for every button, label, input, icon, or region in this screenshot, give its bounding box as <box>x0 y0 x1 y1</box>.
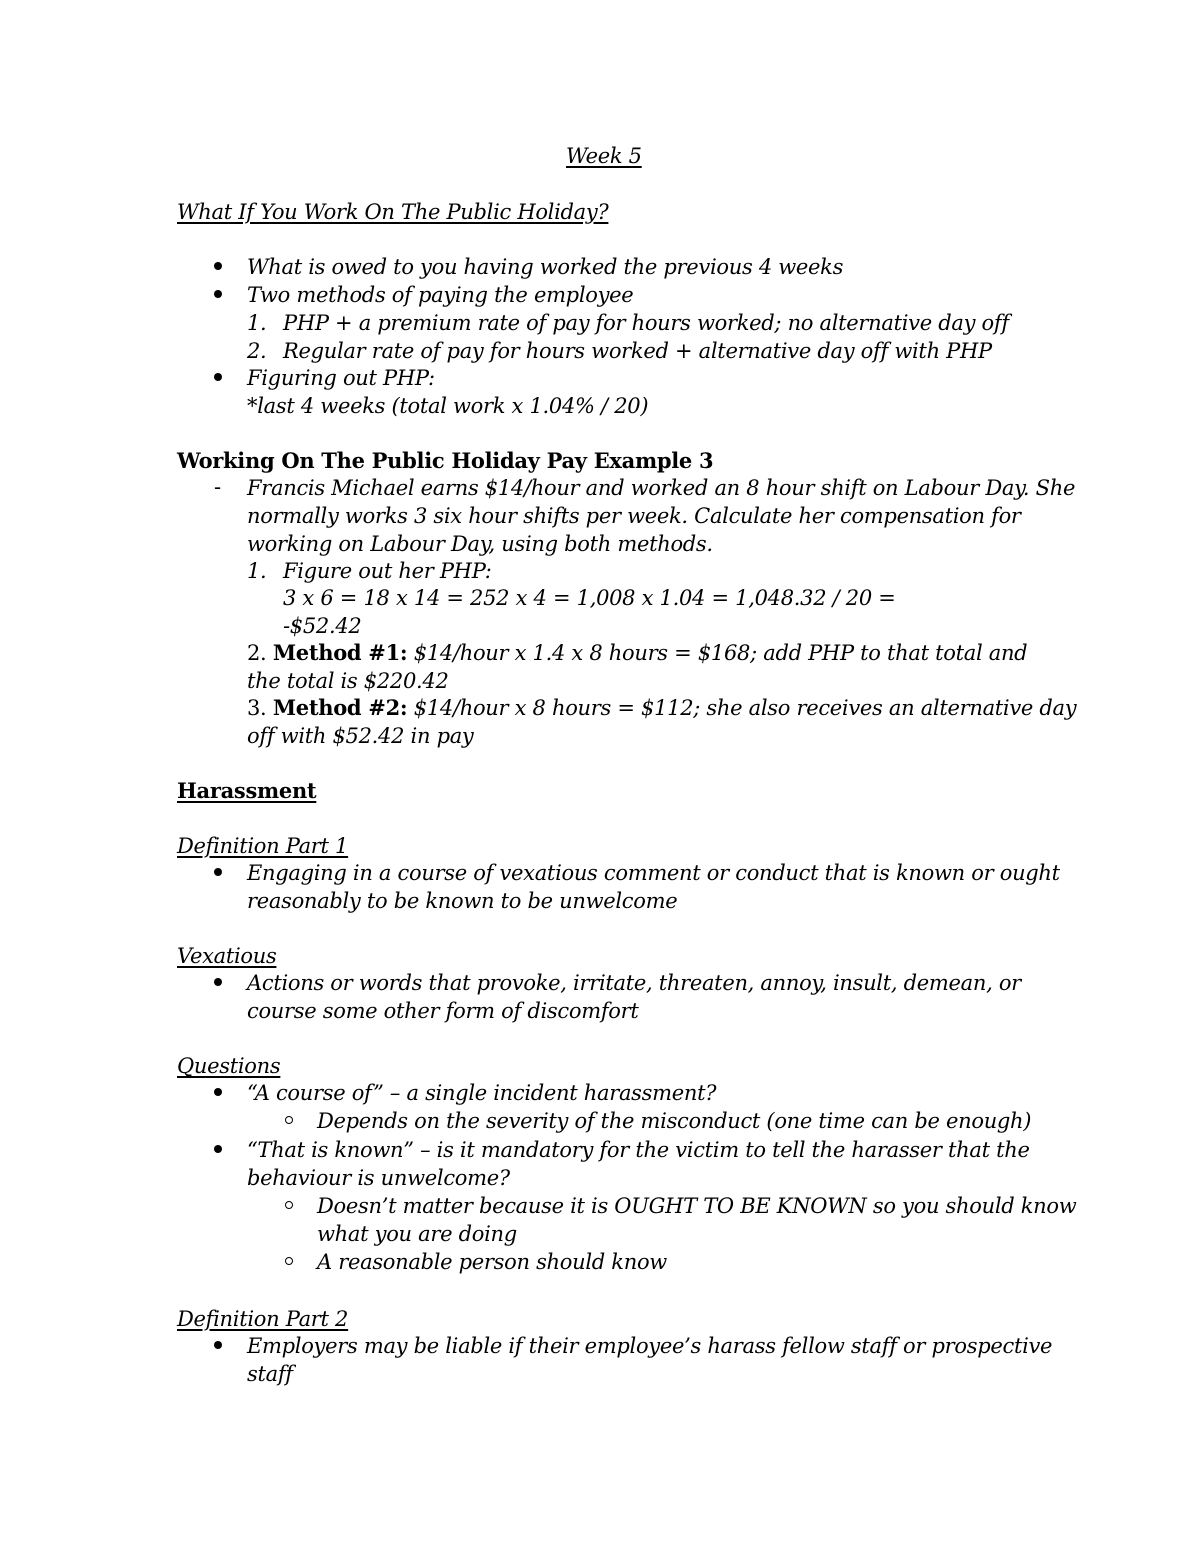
list-item: What is owed to you having worked the previous 4 weeks <box>247 255 844 279</box>
sub-list-item: Depends on the severity of the misconduct (one time can be enough) <box>317 1109 1032 1133</box>
page-title: Week 5 <box>566 144 642 168</box>
list-item-continuation: reasonably to be known to be unwelcome <box>247 889 678 913</box>
bullet-icon <box>214 373 222 381</box>
section-heading-public-holiday: What If You Work On The Public Holiday? <box>177 200 609 224</box>
method-label: Method #1: <box>272 640 408 665</box>
section-heading-harassment: Harassment <box>177 778 317 803</box>
list-number: 2. <box>247 339 267 363</box>
circle-bullet-icon <box>285 1201 293 1209</box>
calculation-line: -$52.42 <box>283 614 362 638</box>
circle-bullet-icon <box>285 1116 293 1124</box>
list-item: Actions or words that provoke, irritate, threaten, annoy, insult, demean, or <box>247 971 1021 995</box>
bullet-icon <box>214 262 222 270</box>
list-item-continuation: course some other form of discomfort <box>247 999 639 1023</box>
list-item: Figuring out PHP: <box>247 366 435 390</box>
list-item: Figure out her PHP: <box>283 559 492 583</box>
method-text: the total is $220.42 <box>247 669 449 693</box>
list-number: 3. <box>247 696 267 720</box>
subheading: Definition Part 2 <box>177 1307 349 1331</box>
list-number: 1. <box>247 311 267 335</box>
list-item: Regular rate of pay for hours worked + alternative day off with PHP <box>283 339 992 363</box>
bullet-icon <box>214 1341 222 1349</box>
list-item-continuation: staff <box>247 1362 293 1386</box>
bullet-icon <box>214 1145 222 1153</box>
bullet-icon <box>214 978 222 986</box>
bullet-icon <box>214 290 222 298</box>
list-item-continuation: *last 4 weeks (total work x 1.04% / 20) <box>247 394 649 418</box>
sub-list-item: A reasonable person should know <box>317 1250 667 1274</box>
list-number: 1. <box>247 559 267 583</box>
list-item: PHP + a premium rate of pay for hours worked; no alternative day off <box>283 311 1009 335</box>
bullet-icon <box>214 1088 222 1096</box>
dash-marker: - <box>214 475 221 499</box>
method-label: Method #2: <box>272 695 408 720</box>
list-item: Two methods of paying the employee <box>247 283 634 307</box>
method-text: off with $52.42 in pay <box>247 724 474 748</box>
list-item: “A course of” – a single incident harassment? <box>247 1081 717 1105</box>
sub-list-item-continuation: what you are doing <box>317 1222 517 1246</box>
subheading: Questions <box>177 1054 281 1078</box>
list-number: 2. <box>247 641 267 665</box>
list-item-continuation: behaviour is unwelcome? <box>247 1166 510 1190</box>
method-text: $14/hour x 8 hours = $112; she also receives an alternative day <box>413 696 1077 720</box>
section-heading-pay-example: Working On The Public Holiday Pay Example 3 <box>177 448 714 473</box>
paragraph-line: working on Labour Day, using both methods. <box>247 532 713 556</box>
method-text: $14/hour x 1.4 x 8 hours = $168; add PHP to that total and <box>413 641 1028 665</box>
paragraph-line: Francis Michael earns $14/hour and worked an 8 hour shift on Labour Day. She <box>247 476 1076 500</box>
circle-bullet-icon <box>285 1257 293 1265</box>
bullet-icon <box>214 868 222 876</box>
list-item: Employers may be liable if their employee’s harass fellow staff or prospective <box>247 1334 1053 1358</box>
calculation-line: 3 x 6 = 18 x 14 = 252 x 4 = 1,008 x 1.04 = 1,048.32 / 20 = <box>283 586 896 610</box>
list-item: “That is known” – is it mandatory for the victim to tell the harasser that the <box>247 1138 1030 1162</box>
list-item: Engaging in a course of vexatious comment or conduct that is known or ought <box>247 861 1060 885</box>
subheading: Definition Part 1 <box>177 834 349 858</box>
sub-list-item: Doesn’t matter because it is OUGHT TO BE KNOWN so you should know <box>317 1194 1077 1218</box>
paragraph-line: normally works 3 six hour shifts per week. Calculate her compensation for <box>247 504 1021 528</box>
subheading: Vexatious <box>177 944 277 968</box>
